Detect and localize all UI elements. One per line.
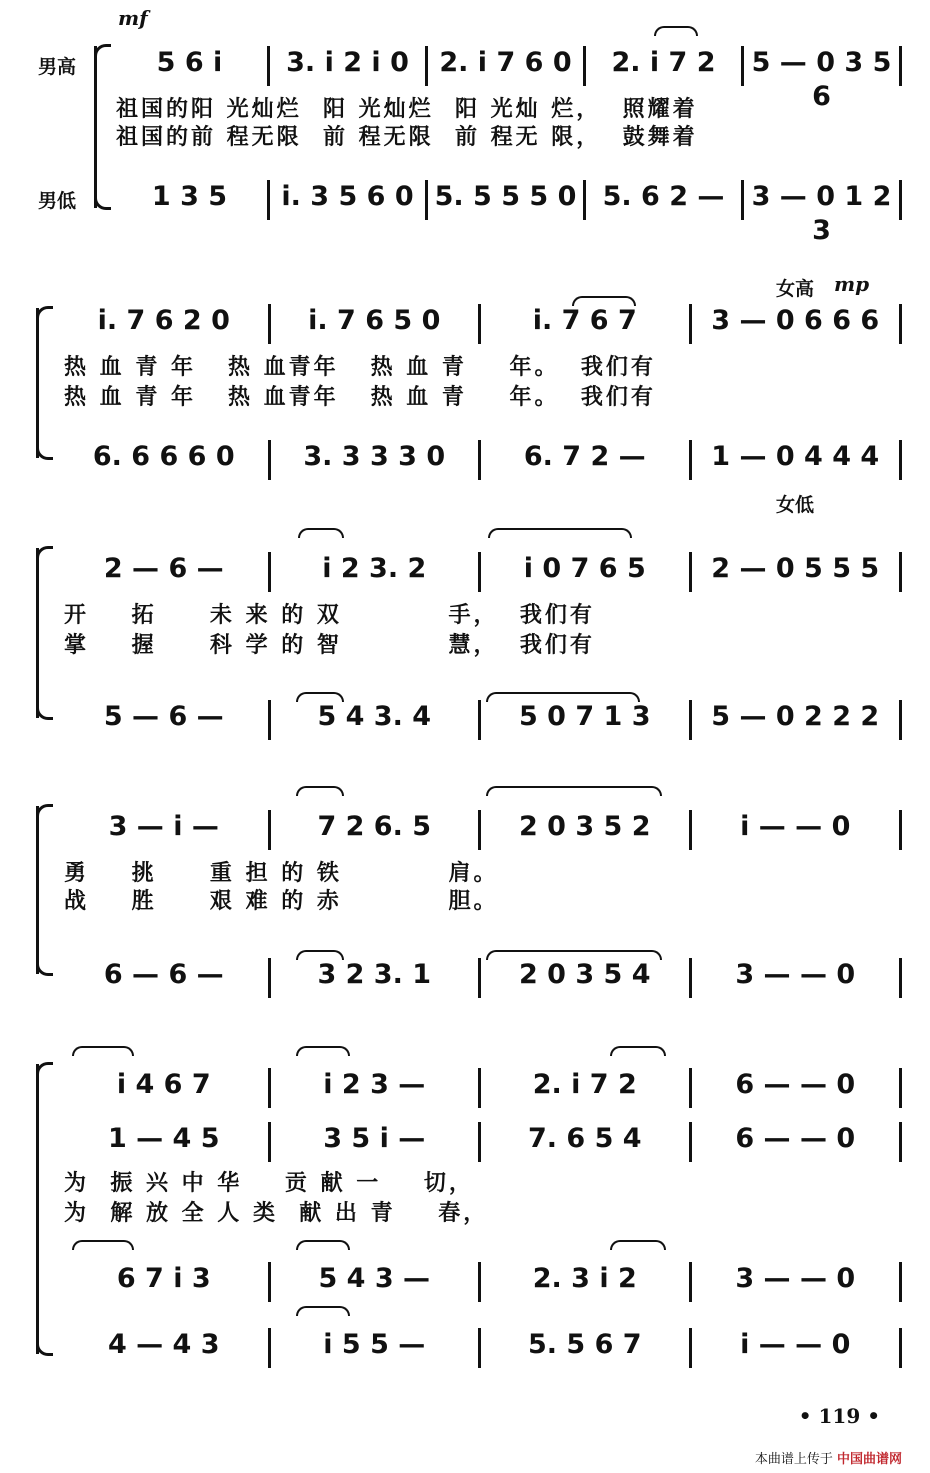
lyric-line-1: 祖国的阳 光灿烂 阳 光灿烂 阳 光灿 烂， 照耀着 bbox=[116, 97, 698, 122]
slur-mark bbox=[610, 1046, 666, 1056]
measure bbox=[744, 180, 899, 246]
measure bbox=[112, 180, 267, 220]
note-group: 3. i 2 i 0 bbox=[286, 47, 409, 78]
measure bbox=[271, 304, 479, 344]
slur-mark bbox=[486, 950, 662, 960]
measure bbox=[481, 1122, 689, 1162]
slur-mark bbox=[486, 692, 640, 702]
note-group: 5 4 3 — bbox=[318, 1263, 431, 1294]
note-group: 3 — — 0 bbox=[735, 1263, 856, 1294]
measure bbox=[60, 1122, 268, 1162]
note-group: i 0 7 6 5 bbox=[523, 553, 646, 584]
measure bbox=[692, 810, 900, 850]
note-group: 6 — 6 — bbox=[103, 959, 224, 990]
measure bbox=[271, 1122, 479, 1162]
system-brace bbox=[36, 806, 61, 974]
slur-mark bbox=[296, 1306, 350, 1316]
staff-lower bbox=[60, 700, 902, 740]
measure bbox=[428, 180, 583, 220]
staff-soprano bbox=[60, 1068, 902, 1108]
slur-mark bbox=[296, 950, 344, 960]
note-group: 3 — 0 6 6 6 bbox=[711, 305, 880, 336]
note-group: 5. 5 6 7 bbox=[527, 1329, 642, 1360]
note-group: 2. i 7 2 bbox=[532, 1069, 637, 1100]
system-brace bbox=[36, 1064, 61, 1354]
note-group: i — — 0 bbox=[740, 1329, 851, 1360]
note-group: 3 — i — bbox=[108, 811, 219, 842]
lyric-line-2: 祖国的前 程无限 前 程无限 前 程无 限， 鼓舞着 bbox=[116, 125, 698, 150]
lyric-line-1: 热 血 青 年 热 血青年 热 血 青 年。 我们有 bbox=[64, 355, 656, 380]
system-brace bbox=[36, 548, 61, 718]
note-group: 5 0 7 1 3 bbox=[518, 701, 651, 732]
slur-mark bbox=[610, 1240, 666, 1250]
note-group: 6. 7 2 — bbox=[523, 441, 646, 472]
note-group: 2 0 3 5 2 bbox=[518, 811, 651, 842]
measure bbox=[692, 1068, 900, 1108]
note-group: 1 — 0 4 4 4 bbox=[711, 441, 880, 472]
note-group: i — — 0 bbox=[740, 811, 851, 842]
voice-label-male-high: 男高 bbox=[38, 56, 77, 78]
dynamic-mp: mp bbox=[834, 272, 870, 296]
measure bbox=[60, 700, 268, 740]
measure bbox=[481, 958, 689, 998]
note-group: 6 7 i 3 bbox=[116, 1263, 211, 1294]
measure bbox=[60, 1262, 268, 1302]
measure bbox=[692, 552, 900, 592]
measure bbox=[60, 1328, 268, 1368]
measure bbox=[271, 1262, 479, 1302]
site-logo-text[interactable]: 中国曲谱网 bbox=[836, 1452, 902, 1467]
page-number: • 119 • bbox=[798, 1404, 880, 1428]
note-group: 2 — 0 5 5 5 bbox=[711, 553, 880, 584]
measure bbox=[586, 46, 741, 86]
measure bbox=[271, 552, 479, 592]
measure bbox=[271, 440, 479, 480]
note-group: 4 — 4 3 bbox=[107, 1329, 220, 1360]
measure bbox=[112, 46, 267, 86]
measure bbox=[60, 304, 268, 344]
measure bbox=[481, 1068, 689, 1108]
dynamic-mf: mf bbox=[118, 6, 148, 30]
measure bbox=[271, 700, 479, 740]
measure bbox=[271, 810, 479, 850]
lyric-line-2: 战 胜 艰 难 的 赤 胆。 bbox=[64, 889, 499, 914]
measure bbox=[692, 1122, 900, 1162]
lyric-line-2: 热 血 青 年 热 血青年 热 血 青 年。 我们有 bbox=[64, 385, 656, 410]
measure bbox=[481, 552, 689, 592]
note-group: 3 — 0 1 2 3 bbox=[751, 181, 892, 246]
slur-mark bbox=[486, 786, 662, 796]
note-group: 5. 6 2 — bbox=[602, 181, 725, 212]
note-group: 2. i 7 6 0 bbox=[439, 47, 572, 78]
note-group: 3 — — 0 bbox=[735, 959, 856, 990]
measure bbox=[692, 1262, 900, 1302]
note-group: 1 — 4 5 bbox=[107, 1123, 220, 1154]
staff-alto bbox=[60, 1122, 902, 1162]
slur-mark bbox=[488, 528, 632, 538]
measure bbox=[692, 1328, 900, 1368]
system-brace bbox=[36, 308, 61, 458]
upload-footer bbox=[755, 1448, 902, 1467]
note-group: 3 5 i — bbox=[323, 1123, 426, 1154]
measure bbox=[481, 1328, 689, 1368]
slur-mark bbox=[572, 296, 636, 306]
measure bbox=[481, 810, 689, 850]
note-group: i. 7 6 2 0 bbox=[97, 305, 230, 336]
measure bbox=[60, 810, 268, 850]
note-group: 1 3 5 bbox=[151, 181, 228, 212]
note-group: i. 3 5 6 0 bbox=[281, 181, 414, 212]
footer-text: 本曲谱上传于 bbox=[754, 1452, 833, 1467]
note-group: 5 — 6 — bbox=[103, 701, 224, 732]
slur-mark bbox=[296, 1240, 350, 1250]
note-group: 3 2 3. 1 bbox=[317, 959, 432, 990]
staff-bass bbox=[60, 1328, 902, 1368]
measure bbox=[481, 440, 689, 480]
measure bbox=[60, 958, 268, 998]
slur-mark bbox=[296, 1046, 350, 1056]
note-group: i 5 5 — bbox=[323, 1329, 426, 1360]
lyric-line-2: 为 解 放 全 人 类 献 出 青 春， bbox=[64, 1201, 489, 1226]
measure bbox=[271, 1068, 479, 1108]
staff-upper bbox=[60, 810, 902, 850]
note-group: i. 7 6 7 bbox=[532, 305, 637, 336]
slur-mark bbox=[72, 1046, 134, 1056]
measure bbox=[60, 552, 268, 592]
voice-label-female-high: 女高 bbox=[776, 278, 815, 300]
measure bbox=[692, 958, 900, 998]
note-group: 5 4 3. 4 bbox=[317, 701, 432, 732]
lyric-line-1: 开 拓 未 来 的 双 手， 我们有 bbox=[64, 603, 595, 628]
measure bbox=[270, 46, 425, 86]
staff-lower bbox=[60, 440, 902, 480]
measure bbox=[744, 46, 899, 112]
slur-mark bbox=[296, 786, 344, 796]
note-group: i 2 3 — bbox=[323, 1069, 426, 1100]
note-group: 7 2 6. 5 bbox=[317, 811, 432, 842]
staff-male-low bbox=[112, 180, 902, 246]
slur-mark bbox=[654, 26, 698, 36]
note-group: 6. 6 6 6 0 bbox=[92, 441, 235, 472]
measure bbox=[481, 304, 689, 344]
note-group: i 2 3. 2 bbox=[322, 553, 427, 584]
note-group: 2 — 6 — bbox=[103, 553, 224, 584]
measure bbox=[692, 440, 900, 480]
note-group: 2. 3 i 2 bbox=[532, 1263, 637, 1294]
lyric-line-1: 勇 挑 重 担 的 铁 肩。 bbox=[64, 861, 499, 886]
slur-mark bbox=[298, 528, 344, 538]
measure bbox=[60, 1068, 268, 1108]
note-group: 3. 3 3 3 0 bbox=[303, 441, 446, 472]
measure bbox=[271, 958, 479, 998]
note-group: 2. i 7 2 bbox=[611, 47, 716, 78]
staff-tenor bbox=[60, 1262, 902, 1302]
note-group: 5 6 i bbox=[156, 47, 223, 78]
note-group: 5 — 0 2 2 2 bbox=[711, 701, 880, 732]
voice-label-male-low: 男低 bbox=[38, 190, 77, 212]
measure bbox=[692, 304, 900, 344]
note-group: 2 0 3 5 4 bbox=[518, 959, 651, 990]
note-group: 5 — 0 3 5 6 bbox=[751, 47, 892, 112]
note-group: 7. 6 5 4 bbox=[527, 1123, 642, 1154]
measure bbox=[270, 180, 425, 220]
note-group: 5. 5 5 5 0 bbox=[434, 181, 577, 212]
measure bbox=[692, 700, 900, 740]
staff-upper bbox=[60, 304, 902, 344]
voice-label-female-low: 女低 bbox=[776, 494, 815, 516]
staff-lower bbox=[60, 958, 902, 998]
note-group: 6 — — 0 bbox=[735, 1069, 856, 1100]
lyric-line-2: 掌 握 科 学 的 智 慧， 我们有 bbox=[64, 633, 595, 658]
slur-mark bbox=[72, 1240, 134, 1250]
staff-upper bbox=[60, 552, 902, 592]
slur-mark bbox=[296, 692, 344, 702]
measure bbox=[428, 46, 583, 86]
measure bbox=[481, 700, 689, 740]
measure bbox=[60, 440, 268, 480]
note-group: i 4 6 7 bbox=[116, 1069, 211, 1100]
note-group: 6 — — 0 bbox=[735, 1123, 856, 1154]
measure bbox=[271, 1328, 479, 1368]
measure bbox=[481, 1262, 689, 1302]
measure bbox=[586, 180, 741, 220]
lyric-line-1: 为 振 兴 中 华 贡 献 一 切， bbox=[64, 1171, 474, 1196]
note-group: i. 7 6 5 0 bbox=[308, 305, 441, 336]
